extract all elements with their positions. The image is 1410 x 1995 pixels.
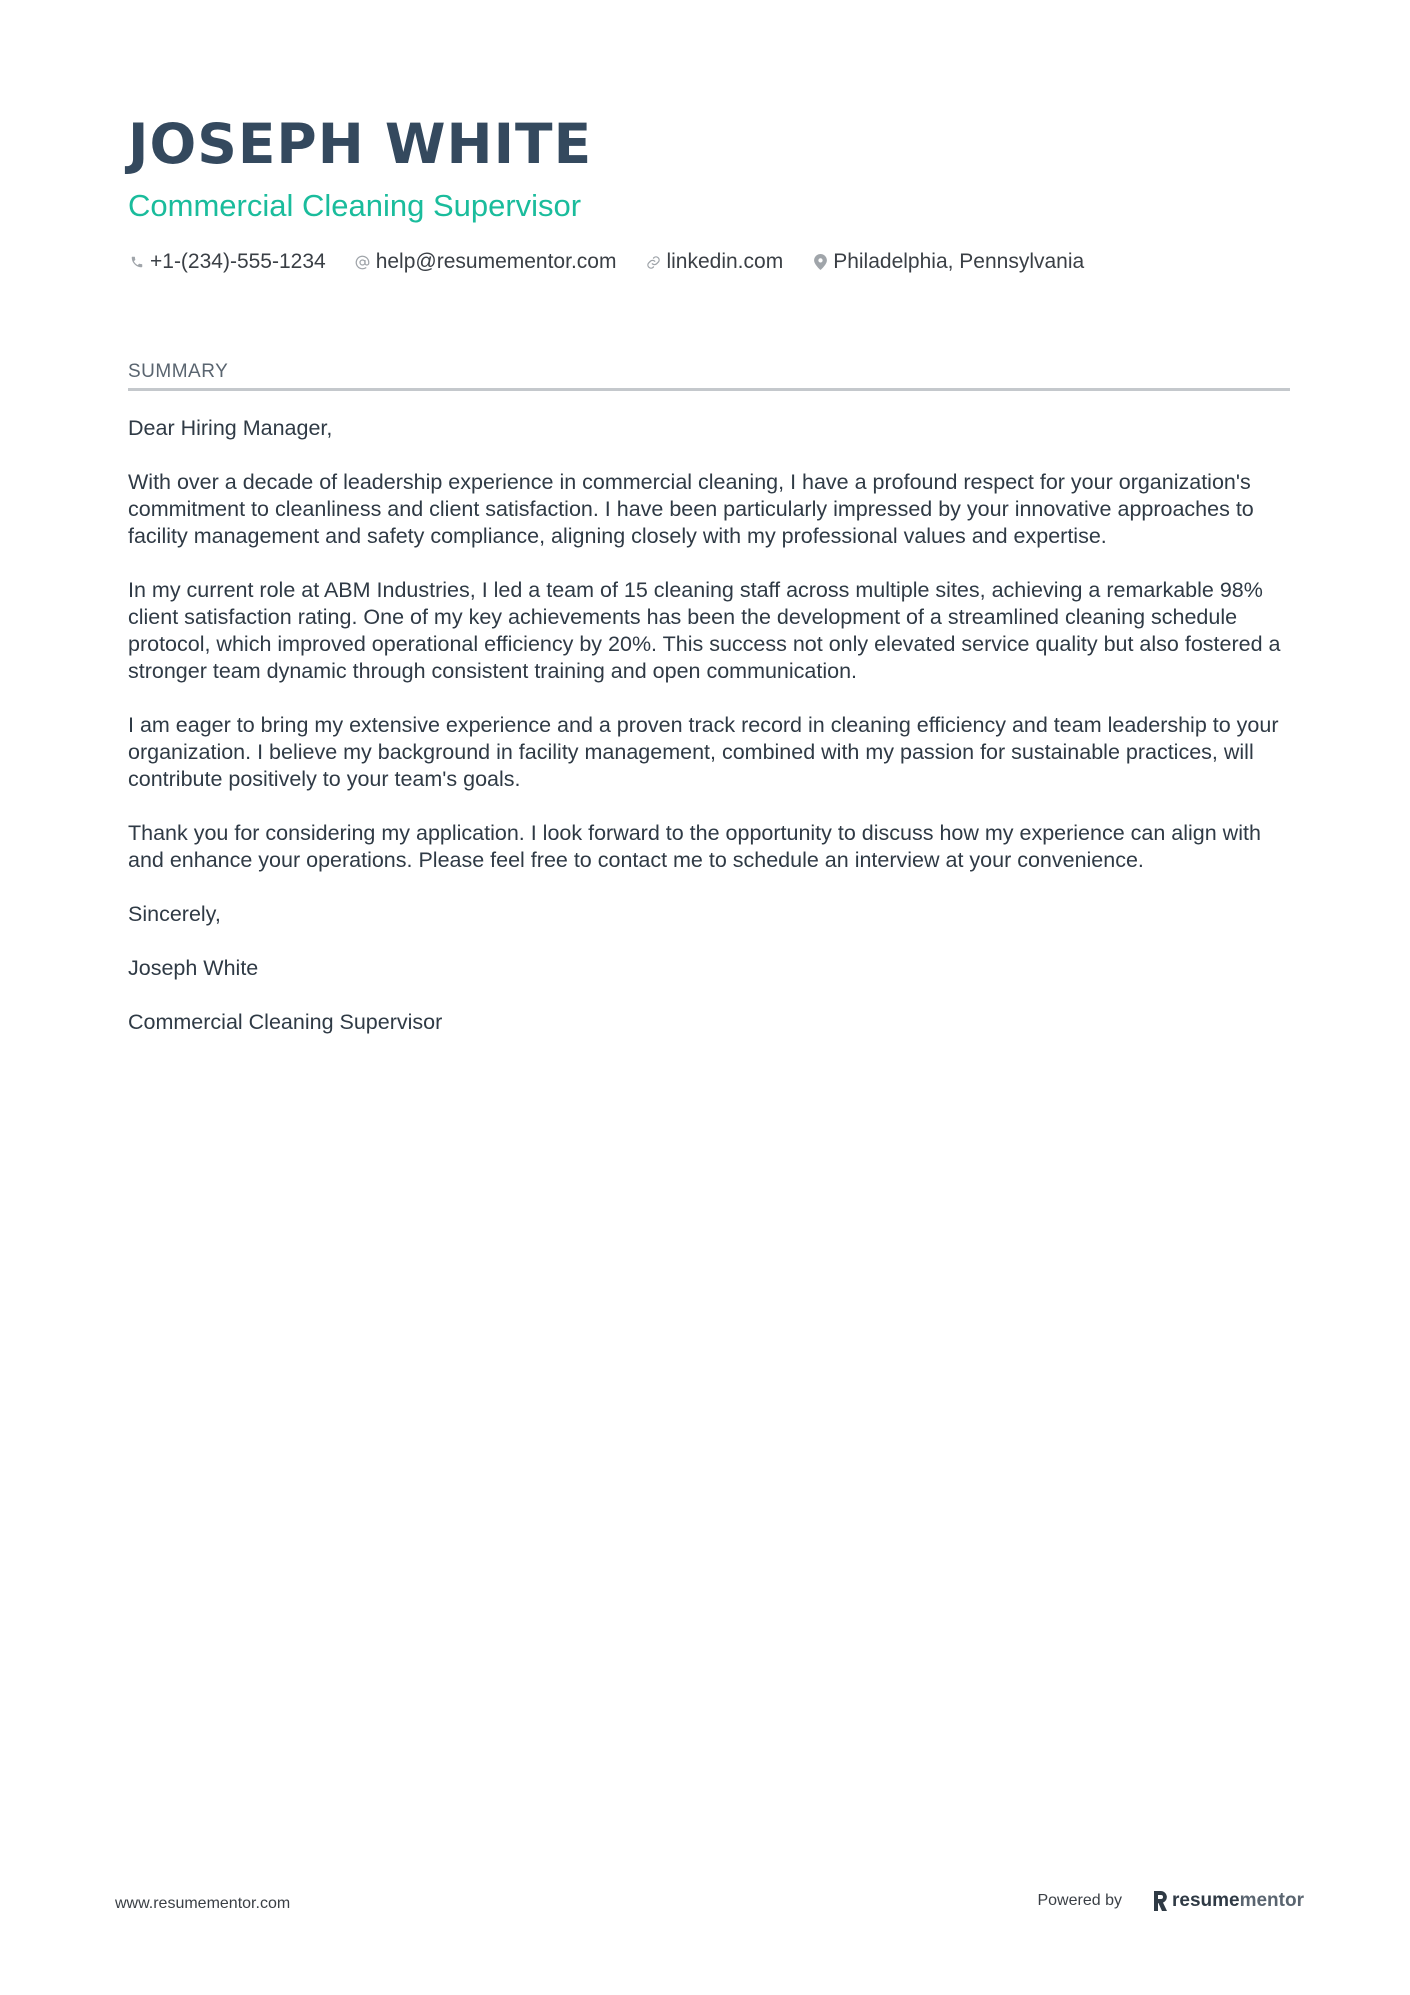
job-title: Commercial Cleaning Supervisor [128,188,582,223]
contact-bar [128,248,1288,276]
summary-section [128,360,1290,1063]
map-pin-icon [811,251,829,273]
linkedin-text: linkedin.com [666,250,784,273]
section-heading: SUMMARY [128,360,1290,391]
signature-name: Joseph White [128,956,259,980]
powered-by-label: Powered by [1037,1892,1122,1909]
paragraph-2: In my current role at ABM Industries, I led a team of 15 cleaning staff across multiple sites, achieving a remarkable 98% client satisfaction rating. One of my key achievements has been the development of a streamlined cleaning schedule protocol, which improved operational efficiency by 20%. This success not only elevated service quality but also fostered a stronger team dynamic through consistent training and open communication. [128,578,1281,683]
phone-text: +1-(234)-555-1234 [150,250,326,273]
phone-icon [128,251,146,273]
contact-email[interactable] [354,248,617,276]
closing: Sincerely, [128,902,221,926]
brand-name-bold: resume [1171,1890,1240,1911]
greeting: Dear Hiring Manager, [128,416,333,440]
footer-branding [1037,1890,1304,1912]
brand-link[interactable] [1152,1890,1304,1912]
contact-location [811,248,1084,276]
signature-title: Commercial Cleaning Supervisor [128,1010,443,1034]
link-icon [644,251,662,273]
candidate-name: JOSEPH WHITE [128,112,593,176]
resumementor-logo-icon [1152,1891,1168,1911]
letter-body [128,415,1290,1036]
contact-phone[interactable] [128,248,326,276]
header [128,110,1288,276]
footer-website[interactable]: www.resumementor.com [115,1895,291,1912]
paragraph-1: With over a decade of leadership experience in commercial cleaning, I have a profound respect for your organization's commitment to cleanliness and client satisfaction. I have been particularly impressed by your innovative approaches to facility management and safety compliance, aligning closely with my professional values and expertise. [128,470,1254,548]
location-text: Philadelphia, Pennsylvania [833,250,1085,273]
email-text: help@resumementor.com [375,250,617,273]
paragraph-3: I am eager to bring my extensive experience and a proven track record in cleaning efficiency and team leadership to your organization. I believe my background in facility management, combined with my passion for sustainable practices, will contribute positively to your team's goals. [128,713,1279,791]
at-icon [354,251,372,273]
paragraph-4: Thank you for considering my application. I look forward to the opportunity to discuss how my experience can align with and enhance your operations. Please feel free to contact me to schedule an interview at your convenience. [128,821,1261,872]
brand-name-light: mentor [1239,1890,1304,1911]
contact-linkedin[interactable] [644,248,783,276]
